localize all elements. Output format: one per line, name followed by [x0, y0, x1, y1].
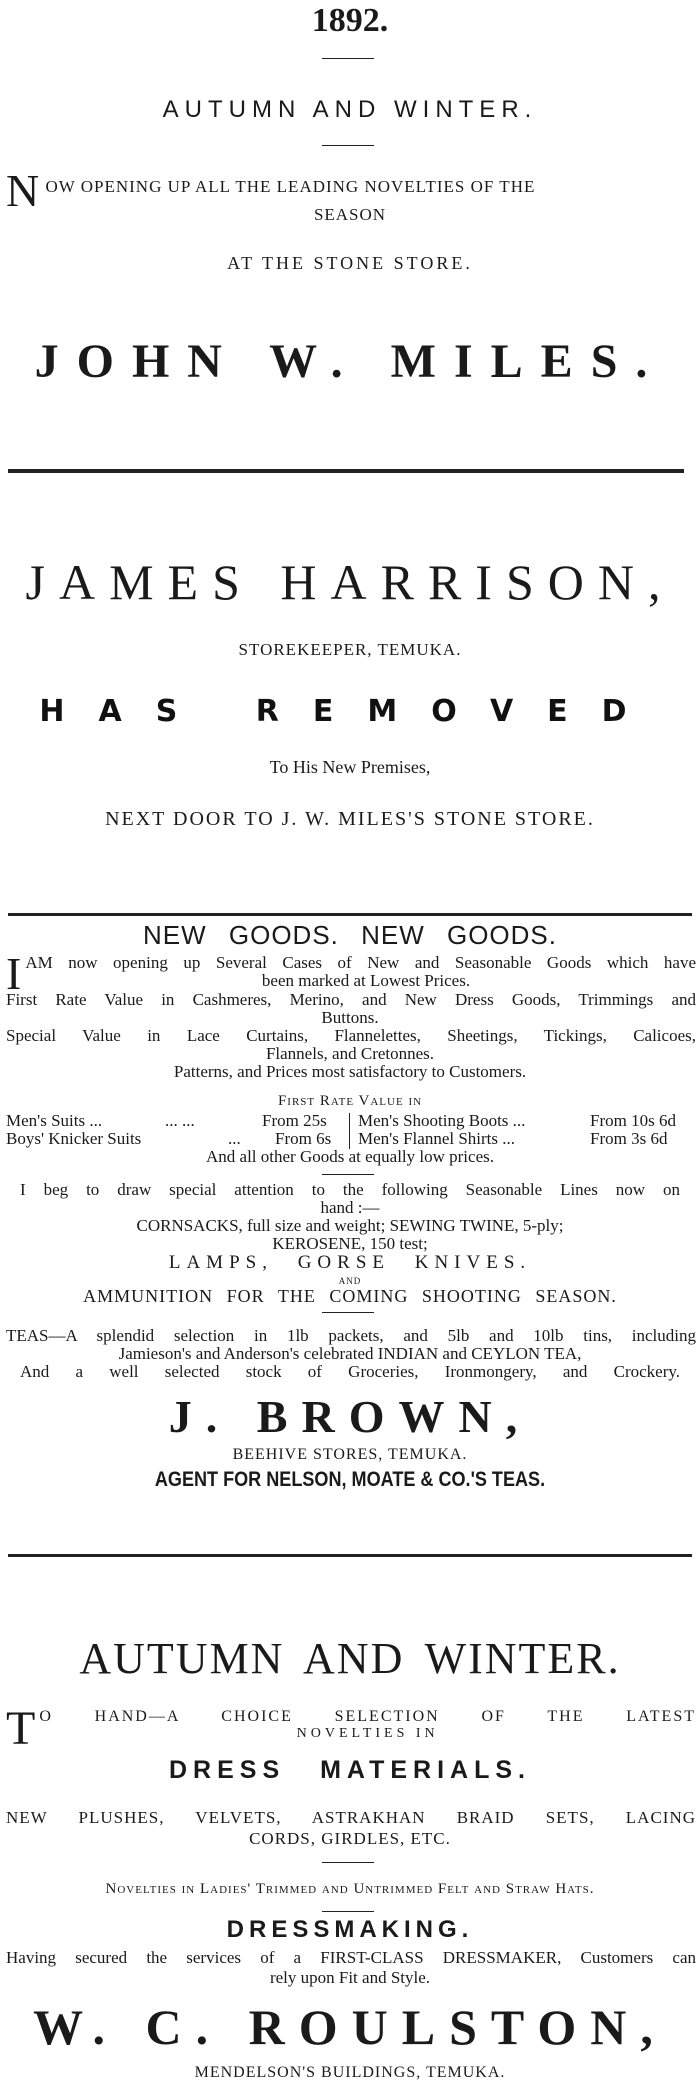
ad4-plushes-l1: NEW PLUSHES, VELVETS, ASTRAKHAN BRAID SETS, LACING [6, 1808, 696, 1827]
ad2-line2: NEXT DOOR TO J. W. MILES'S STONE STORE. [105, 808, 595, 830]
section-rule [8, 913, 692, 916]
ad3-intro-l2: been marked at Lowest Prices. [261, 971, 471, 990]
ad3-p3-l2: Flannels, and Cretonnes. [265, 1044, 435, 1063]
price-row-item: Boys' Knicker Suits [6, 1129, 142, 1148]
ad3-attention-l2: hand :— [320, 1198, 380, 1217]
ad1-name: JOHN W. MILES. [34, 335, 666, 388]
ad4-intro [6, 1702, 696, 1755]
ad1-line2: SEASON [313, 205, 387, 224]
ad3-teas-l1: TEAS—A splendid selection in 1lb packets, and 5lb and 10lb tins, including [6, 1326, 696, 1345]
ad1-line1-text: OW OPENING UP ALL THE LEADING NOVELTIES OF THE [45, 177, 536, 196]
ad3-teas-l2: Jamieson's and Anderson's celebrated INDIAN and CEYLON TEA, [118, 1344, 582, 1363]
price-row-price: From 6s [275, 1129, 332, 1148]
drop-cap: N [6, 165, 41, 216]
ad1-line3: AT THE STONE STORE. [227, 253, 473, 273]
ad3-teas-l3: And a well selected stock of Groceries, Ironmongery, and Crockery. [20, 1362, 680, 1381]
ad3-all-other: And all other Goods at equally low prices. [206, 1147, 494, 1166]
ad4-dress: DRESS MATERIALS. [169, 1756, 531, 1784]
price-row-price: From 3s 6d [590, 1129, 668, 1148]
price-row-item: Men's Suits ... [6, 1111, 103, 1130]
ad3-intro-l1: AM now opening up Several Cases of New and Seasonable Goods which have [25, 953, 696, 972]
section-rule [8, 469, 684, 473]
price-row-item: Men's Flannel Shirts ... [358, 1129, 516, 1148]
ad3-kerosene: KEROSENE, 150 test; [272, 1234, 428, 1253]
ad4-name: W. C. ROULSTON, [33, 1999, 667, 2055]
ad3-lamps: LAMPS, GORSE KNIVES. [168, 1252, 532, 1273]
ad2-headline: HAS REMOVED [39, 694, 661, 729]
ad3-p3-l1: Special Value in Lace Curtains, Flannelettes, Sheetings, Tickings, Calicoes, [6, 1026, 696, 1045]
ad3-heading: NEW GOODS. NEW GOODS. [142, 920, 557, 950]
ad3-value-heading: First Rate Value in [277, 1093, 423, 1109]
ad4-dressmaking: DRESSMAKING. [226, 1916, 474, 1943]
ad3-ammunition: AMMUNITION FOR THE COMING SHOOTING SEASON. [83, 1286, 617, 1306]
column-divider [349, 1113, 350, 1149]
ad3-cornsacks: CORNSACKS, full size and weight; SEWING TWINE, 5-ply; [136, 1216, 564, 1235]
divider [322, 1911, 374, 1912]
price-row-dots: ... [228, 1129, 241, 1148]
divider [322, 1862, 374, 1863]
ad2-name: JAMES HARRISON, [25, 554, 675, 610]
ad3-p4: Patterns, and Prices most satisfactory to Customers. [173, 1062, 527, 1081]
divider [322, 1174, 374, 1175]
ad4-services-l2: rely upon Fit and Style. [269, 1968, 431, 1987]
ad4-heading: AUTUMN AND WINTER. [79, 1634, 621, 1683]
divider [322, 145, 374, 146]
ad3-p2-l1: First Rate Value in Cashmeres, Merino, and New Dress Goods, Trimmings and [6, 990, 696, 1009]
year: 1892. [311, 2, 389, 39]
ad3-name: J. BROWN, [168, 1391, 532, 1442]
ad4-hats: Novelties in Ladies' Trimmed and Untrimmed Felt and Straw Hats. [105, 1881, 595, 1897]
ad3-and: AND [338, 1276, 362, 1286]
ad3-p2-l2: Buttons. [321, 1008, 379, 1027]
ad3-address: BEEHIVE STORES, TEMUKA. [232, 1446, 468, 1463]
drop-cap: I [6, 948, 22, 999]
ad4-plushes-l2: CORDS, GIRDLES, ETC. [249, 1829, 451, 1848]
ad4-intro-l1: O HAND—A CHOICE SELECTION OF THE LATEST [39, 1708, 696, 1725]
ad4-services-l1: Having secured the services of a FIRST-CLASS DRESSMAKER, Customers can [6, 1948, 696, 1967]
divider [322, 58, 374, 59]
drop-cap: T [6, 1702, 36, 1755]
price-row-item: Men's Shooting Boots ... [358, 1111, 526, 1130]
price-row-dots: ... ... [165, 1111, 195, 1130]
section-rule [8, 1554, 692, 1557]
ad1-heading: AUTUMN AND WINTER. [162, 96, 538, 123]
ad3-intro [6, 948, 696, 999]
ad3-attention-l1: I beg to draw special attention to the following Seasonable Lines now on [20, 1180, 680, 1199]
price-row-price: From 10s 6d [590, 1111, 676, 1130]
ad3-agent: AGENT FOR NELSON, MOATE & CO.'S TEAS. [154, 1468, 546, 1491]
ad2-line1: To His New Premises, [269, 757, 431, 777]
ad4-intro-l2: NOVELTIES IN [296, 1726, 439, 1741]
ad4-address: MENDELSON'S BUILDINGS, TEMUKA. [194, 2064, 506, 2081]
divider [322, 1312, 374, 1313]
price-row-price: From 25s [262, 1111, 327, 1130]
ad2-subtitle: STOREKEEPER, TEMUKA. [238, 640, 462, 659]
